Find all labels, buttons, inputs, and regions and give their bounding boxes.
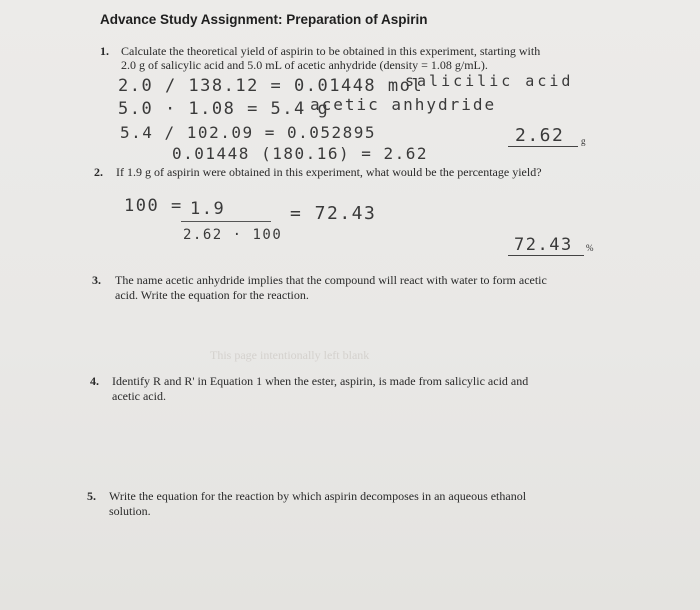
q1-work-line3: 5.4 / 102.09 = 0.052895 (120, 123, 377, 142)
q2-work-numerator: 1.9 (190, 199, 226, 219)
q1-answer-line (508, 146, 578, 147)
q2-fraction-bar (181, 221, 271, 222)
q2-work-lhs: 100 = (124, 196, 183, 216)
q2-answer-unit: % (586, 243, 594, 253)
question-2-text: If 1.9 g of aspirin were obtained in this experiment, what would be the percentage yield? (116, 165, 542, 179)
question-2-number: 2. (94, 165, 103, 179)
q1-work-line4: 0.01448 (180.16) = 2.62 (172, 144, 429, 163)
watermark-text: This page intentionally left blank (210, 348, 370, 362)
question-5-text-line1: Write the equation for the reaction by which aspirin decomposes in an aqueous ethanol (109, 489, 527, 503)
question-3-text-line2: acid. Write the equation for the reaction. (115, 288, 309, 302)
q2-answer-line (508, 255, 584, 256)
question-1-number: 1. (100, 44, 109, 58)
question-4-text-line1: Identify R and R' in Equation 1 when the ester, aspirin, is made from salicylic acid and (112, 374, 529, 388)
question-3-number: 3. (92, 273, 101, 287)
q1-answer-value: 2.62 (515, 125, 565, 146)
q1-work-line2-label: acetic anhydride (310, 95, 497, 114)
question-5-number: 5. (87, 489, 96, 503)
question-1-text-line2: 2.0 g of salicylic acid and 5.0 mL of acetic anhydride (density = 1.08 g/mL). (121, 58, 488, 72)
question-4-number: 4. (90, 374, 99, 388)
question-1-text-line1: Calculate the theoretical yield of aspirin to be obtained in this experiment, starting with (121, 44, 541, 58)
page-title: Advance Study Assignment: Preparation of Aspirin (100, 12, 428, 27)
q1-answer-unit: g (581, 136, 586, 146)
question-5-text-line2: solution. (109, 504, 151, 518)
q1-work-line1: 2.0 / 138.12 = 0.01448 mol (118, 76, 424, 96)
question-3-text-line1: The name acetic anhydride implies that the compound will react with water to form acetic (115, 273, 547, 287)
q1-work-line2: 5.0 · 1.08 = 5.4 g (118, 99, 330, 119)
q1-work-line1-label: salicilic acid (405, 72, 574, 90)
q2-answer-value: 72.43 (514, 235, 573, 255)
q2-work-result: = 72.43 (290, 203, 377, 224)
question-4-text-line2: acetic acid. (112, 389, 166, 403)
q2-work-denominator: 2.62 · 100 (183, 227, 283, 243)
